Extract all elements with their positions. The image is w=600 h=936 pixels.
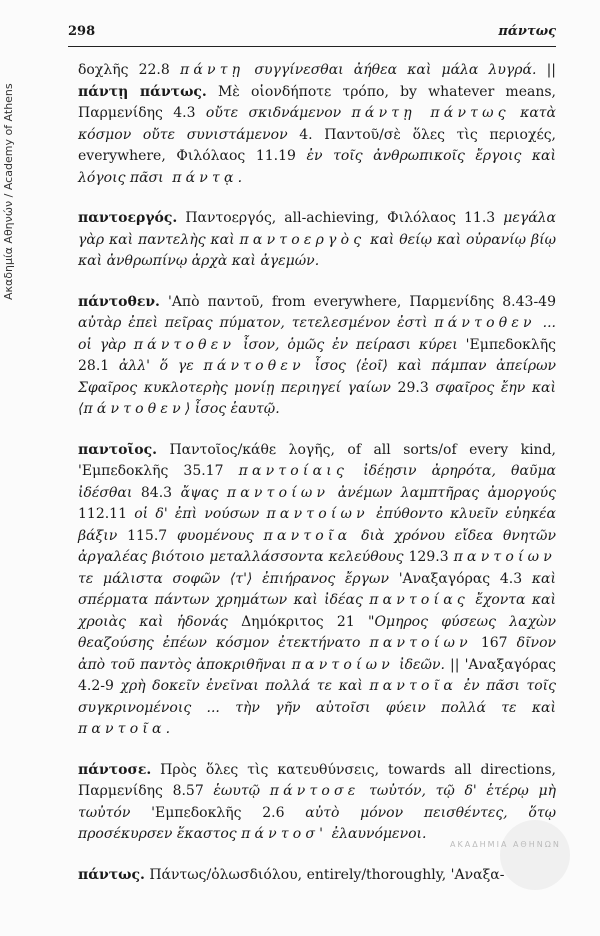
spaced-keyword: παντοῖα <box>263 527 352 544</box>
entry-text: || <box>536 62 556 78</box>
spaced-keyword: παντοῖα. <box>78 721 175 737</box>
entry-headword: πάντοθεν. <box>78 293 160 310</box>
spaced-keyword: παντοίων <box>226 484 330 501</box>
entry-text: 'Εμπεδοκλῆς 2.6 <box>130 804 306 821</box>
spaced-keyword: πάντοσ' <box>241 826 328 842</box>
spaced-keyword: πάντοθεν <box>133 336 236 353</box>
quotation-text: ἰδεῶν. <box>394 656 445 673</box>
quotation-text: τωὐτόν, τῷ δ' ἑτέρῳ μὴ τωὐτόν <box>78 783 556 821</box>
spaced-keyword: πάντοθεν <box>83 401 185 417</box>
entry-text: 4. Παντοῦ/σὲ ὅλες τὶς περιοχές, everywhere, Φιλόλαος 11.19 <box>78 126 557 164</box>
entry-text: δοχλῆς 22.8 <box>78 62 180 78</box>
dictionary-entry <box>78 208 556 273</box>
quotation-text: ἀνέμων λαμπτῆρας ἀμοργούς <box>329 484 556 501</box>
spaced-keyword: παντοίας <box>369 592 469 608</box>
watermark-seal <box>500 820 570 890</box>
quotation-text: οὔτε σκιδνάμενον <box>205 105 352 121</box>
quotation-text: τε μάλιστα σοφῶν ⟨τ'⟩ ἐπιήρανος ἔργων <box>78 570 389 587</box>
entry-headword: πάντοσε. <box>78 761 152 778</box>
entry-text: 'Αναξαγόρας 4.3 <box>388 570 532 587</box>
quotation-text: ἐπύθοντο κλυεῖν εὐηκέα βάξιν <box>78 506 556 544</box>
quotation-text: ... οἱ γὰρ <box>78 315 556 353</box>
quotation-text: αὐτὰρ ἐπεὶ πεῖρας πύματον, τετελεσμένον ἐστὶ <box>78 315 435 331</box>
spaced-keyword: πάντῃ <box>179 62 245 78</box>
spaced-keyword: παντοίων <box>266 506 369 522</box>
entry-text: 'Απὸ παντοῦ, from everywhere, Παρμενίδης 8.43-49 <box>159 293 556 310</box>
quotation-text: δῖνον ἀπὸ τοῦ παντὸς ἀποκριθῆναι <box>78 635 557 673</box>
quotation-text: διὰ χρόνου εἴδεα θνητῶν ἀργαλέας βιότοιο μεταλλάσσοντα κελεύθους <box>78 527 556 565</box>
entry-text: 112.11 <box>78 506 135 522</box>
spaced-keyword: παντοίων <box>369 635 472 651</box>
quotation-text: οἱ δ' ἐπὶ νούσων <box>134 506 267 522</box>
spaced-keyword: παντοίων <box>291 656 394 673</box>
spaced-keyword: πάντοθεν <box>434 315 536 331</box>
dictionary-entry <box>78 60 556 189</box>
quotation-text: χρὴ δοκεῖν ἐνεῖναι πολλά τε καὶ <box>120 678 370 694</box>
quotation-text: ἶσον, ὁμῶς ἐν πείρασι κύρει <box>235 336 458 353</box>
archive-sidebar-label: Ακαδημία Αθηνών / Academy of Athens <box>2 83 15 300</box>
quotation-text: ἶσος ⟨ἑοῖ⟩ καὶ πάμπαν ἀπείρων Σφαῖρος κυκλοτερὴς μονίῃ περιηγεί γαίων <box>78 358 556 396</box>
spaced-keyword: παντοεργὸς <box>239 231 366 248</box>
quotation-text: ἰδέῃσιν ἀρηρότα, θαῦμα ἰδέσθαι <box>78 463 556 501</box>
spaced-keyword: παντοῖα <box>369 678 458 694</box>
entry-text: Παντοῖος/κάθε λογῆς, of all sorts/of every kind, 'Εμπεδοκλῆς 35.17 <box>78 441 556 479</box>
quotation-text: ἐν πᾶσι τοῖς συγκρινομένοις ... τὴν γῆν αὐτοῖσι φύειν πολλά τε καὶ <box>78 678 556 716</box>
page-header <box>68 20 556 47</box>
dictionary-entry <box>78 440 556 741</box>
entry-text: 115.7 <box>117 527 178 544</box>
spaced-keyword: πάντᾳ. <box>163 169 247 186</box>
spaced-keyword: παντοίων <box>453 549 557 565</box>
watermark-text: ΑΚΑΔΗΜΙΑ ΑΘΗΝΩΝ <box>450 840 561 849</box>
spaced-keyword: πάντῃ πάντως <box>351 105 510 121</box>
entry-text: 'Εμπεδοκλῆς 28.1 <box>78 336 556 374</box>
entry-text: 29.3 <box>390 379 436 396</box>
entry-text: Μὲ οἱονδήποτε τρόπο, by whatever means, Παρμενίδης 4.3 <box>78 83 556 121</box>
dictionary-entry <box>78 292 556 421</box>
entry-text: Δημόκριτος 21 <box>227 613 369 630</box>
quotation-text: φυομένους <box>177 527 264 544</box>
quotation-text: καὶ σπέρματα πάντων χρημάτων καὶ ἰδέας <box>78 570 556 608</box>
entry-text: Παντοεργός, all-achieving, Φιλόλαος 11.3 <box>177 210 504 226</box>
entry-headword: πάντως. <box>78 866 145 883</box>
spaced-keyword: πάντοθεν <box>203 358 305 374</box>
running-title: πάντως <box>498 24 556 39</box>
dictionary-entry <box>78 865 556 887</box>
entry-headword: παντοεργός. <box>78 210 178 226</box>
spaced-keyword: πάντοσε <box>269 783 360 799</box>
entry-headword: παντοῖος. <box>78 441 158 458</box>
quotation-text: σφαῖρος ἔην καὶ ⟨ <box>78 379 556 417</box>
dictionary-body <box>78 60 556 905</box>
quotation-text: ἄψας <box>180 484 227 501</box>
entry-text: || 'Αναξαγόρας 4.2-9 <box>78 656 556 694</box>
entry-text: 84.3 <box>132 484 181 501</box>
quotation-text: ἔχοντα καὶ χροιὰς καὶ ἡδονάς <box>78 592 556 630</box>
quotation-text: ἐν τοῖς ἀνθρωπικοῖς ἔργοις καὶ λόγοις πᾶσι <box>78 148 556 186</box>
entry-text: Πρὸς ὅλες τὶς κατευθύνσεις, towards all directions, Παρμενίδης 8.57 <box>78 761 556 799</box>
quotation-text: καὶ θείῳ καὶ οὐρανίῳ βίῳ καὶ ἀνθρωπίνῳ ἀρχὰ καὶ ἁγεμών. <box>78 231 556 269</box>
quotation-text: ⟩ ἶσος ἑαυτῷ. <box>184 401 280 417</box>
quotation-text: ἐλαυνόμενοι. <box>327 826 427 842</box>
quotation-text: κατὰ κόσμον οὔτε συνιστάμενον <box>78 105 556 143</box>
quotation-text: ἑωυτῷ <box>213 783 270 799</box>
quotation-text: αὐτὸ μόνον πεισθέντες, ὅτῳ προσέκυρσεν ἕκαστος <box>78 804 556 842</box>
page-number: 298 <box>68 24 96 39</box>
quotation-text: συγγίνεσθαι ἀήθεα καὶ μάλα λυγρά. <box>244 62 537 78</box>
quotation-text: ἀλλ' ὅ γε <box>118 358 204 374</box>
entry-text: 129.3 <box>403 549 454 565</box>
quotation-text: μεγάλα γὰρ καὶ παντελὴς καὶ <box>78 210 556 248</box>
spaced-keyword: παντοίαις <box>238 463 349 479</box>
entry-text: 167 <box>471 635 517 651</box>
quotation-text: "Ομηρος φύσεως λαχὼν θεαζούσης ἐπέων κόσμον ἐτεκτήνατο <box>78 613 556 651</box>
dictionary-entry <box>78 760 556 846</box>
entry-text: Πάντως/ὁλωσδιόλου, entirely/thoroughly, 'Αναξα- <box>144 866 505 883</box>
entry-headword: πάντῃ πάντως. <box>78 83 207 100</box>
